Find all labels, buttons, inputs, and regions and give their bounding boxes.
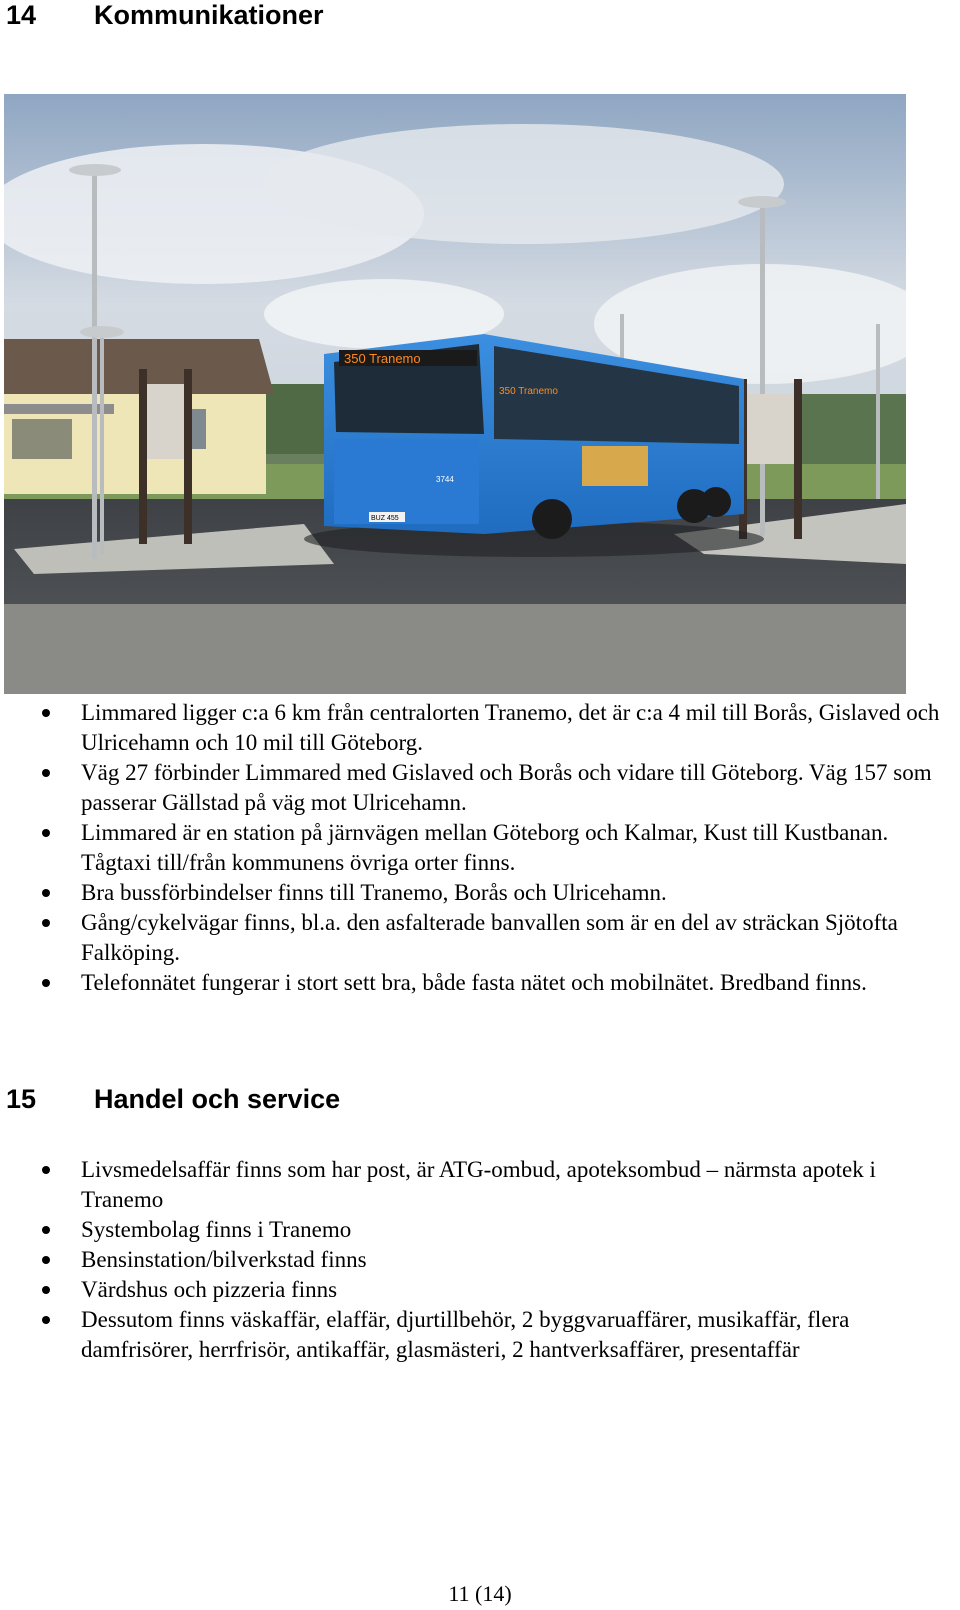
section-15-bullet-list [0,1155,960,1365]
bullet-icon [42,1166,50,1174]
bullet-icon [42,889,50,897]
list-item: Gång/cykelvägar finns, bl.a. den asfalterade banvallen som är en del av sträckan Sjötofta Falköping. [0,908,960,968]
bullet-icon [42,979,50,987]
section-heading-14 [6,0,324,30]
list-item: Telefonnätet fungerar i stort sett bra, både fasta nätet och mobilnätet. Bredband finns. [0,968,960,998]
bus-plate: BUZ 455 [371,515,399,522]
section-number: 14 [6,0,37,30]
list-item: Limmared är en station på järnvägen mellan Göteborg och Kalmar, Kust till Kustbanan. Tågtaxi till/från kommunens övriga orter finns. [0,818,960,878]
bus-destination-sign: 350 Tranemo [344,351,421,366]
bullet-icon [42,1286,50,1294]
section-14-bullet-list [0,698,960,998]
bullet-icon [42,769,50,777]
list-item: Väg 27 förbinder Limmared med Gislaved och Borås och vidare till Göteborg. Väg 157 som passerar Gällstad på väg mot Ulricehamn. [0,758,960,818]
section-heading-15 [6,1084,340,1114]
list-item: Värdshus och pizzeria finns [0,1275,960,1305]
bullet-icon [42,709,50,717]
list-item: Systembolag finns i Tranemo [0,1215,960,1245]
bus-side-sign: 350 Tranemo [499,386,558,397]
list-item: Limmared ligger c:a 6 km från centralorten Tranemo, det är c:a 4 mil till Borås, Gislaved och Ulricehamn och 10 mil till Göteborg. [0,698,960,758]
bullet-icon [42,1316,50,1324]
list-item: Bensinstation/bilverkstad finns [0,1245,960,1275]
page-number: 11 (14) [448,1581,512,1606]
bus-fleet-number: 3744 [436,475,454,484]
bullet-icon [42,1256,50,1264]
section-title: Handel och service [94,1084,341,1114]
bus-station-photo [4,94,906,694]
bullet-icon [42,829,50,837]
bullet-icon [42,1226,50,1234]
section-number: 15 [6,1084,37,1114]
bullet-icon [42,919,50,927]
section-title: Kommunikationer [94,0,324,30]
list-item: Livsmedelsaffär finns som har post, är ATG-ombud, apoteksombud – närmsta apotek i Tranemo [0,1155,960,1215]
list-item: Dessutom finns väskaffär, elaffär, djurtillbehör, 2 byggvaruaffärer, musikaffär, flera damfrisörer, herrfrisör, antikaffär, glasmästeri, 2 hantverksaffärer, presentaffär [0,1305,960,1365]
list-item: Bra bussförbindelser finns till Tranemo, Borås och Ulricehamn. [0,878,960,908]
